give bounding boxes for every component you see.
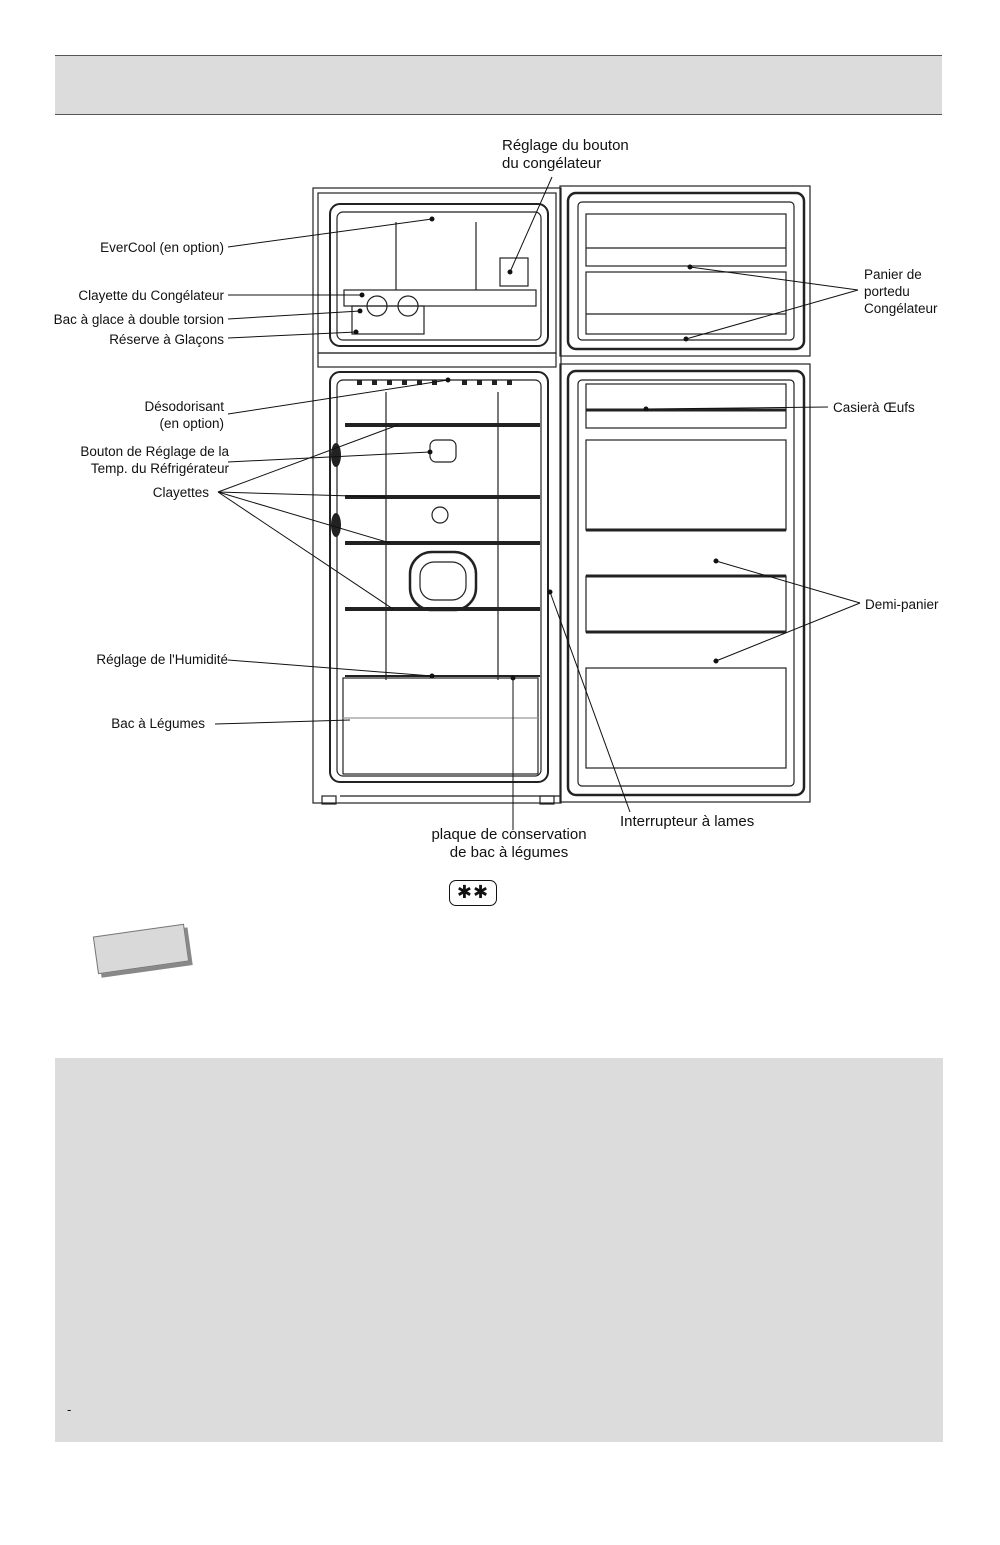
label-half-basket: Demi-panier — [865, 597, 939, 612]
info-box — [55, 1058, 943, 1442]
label-reed-switch: Interrupteur à lames — [620, 813, 755, 830]
label-humidity: Réglage de l'Humidité — [96, 652, 228, 667]
crisper-drawing — [343, 678, 538, 774]
label-ice-tray: Bac à glace à double torsion — [53, 312, 224, 327]
label-egg-tray: Casierà Œufs — [833, 400, 915, 415]
label-freezer-door-basket: Panier de portedu Congélateur — [864, 267, 938, 316]
label-shelves: Clayettes — [152, 485, 209, 500]
label-evercool: EverCool (en option) — [100, 240, 224, 255]
label-deodorizer: Désodorisant (en option) — [144, 399, 224, 431]
label-crisper-cover: plaque de conservation de bac à légumes — [431, 826, 587, 861]
freezer-shelf-drawing — [344, 290, 536, 306]
info-dash: - — [67, 1402, 72, 1417]
label-crisper: Bac à Légumes — [111, 716, 205, 731]
label-freezer-knob: Réglage du bouton du congélateur — [502, 137, 629, 172]
label-fridge-knob: Bouton de Réglage de la Temp. du Réfrigérateur — [80, 444, 229, 476]
label-ice-bin: Réserve à Glaçons — [109, 332, 224, 347]
double-star-symbol: ✱✱ — [449, 880, 497, 906]
label-freezer-shelf: Clayette du Congélateur — [78, 288, 224, 303]
